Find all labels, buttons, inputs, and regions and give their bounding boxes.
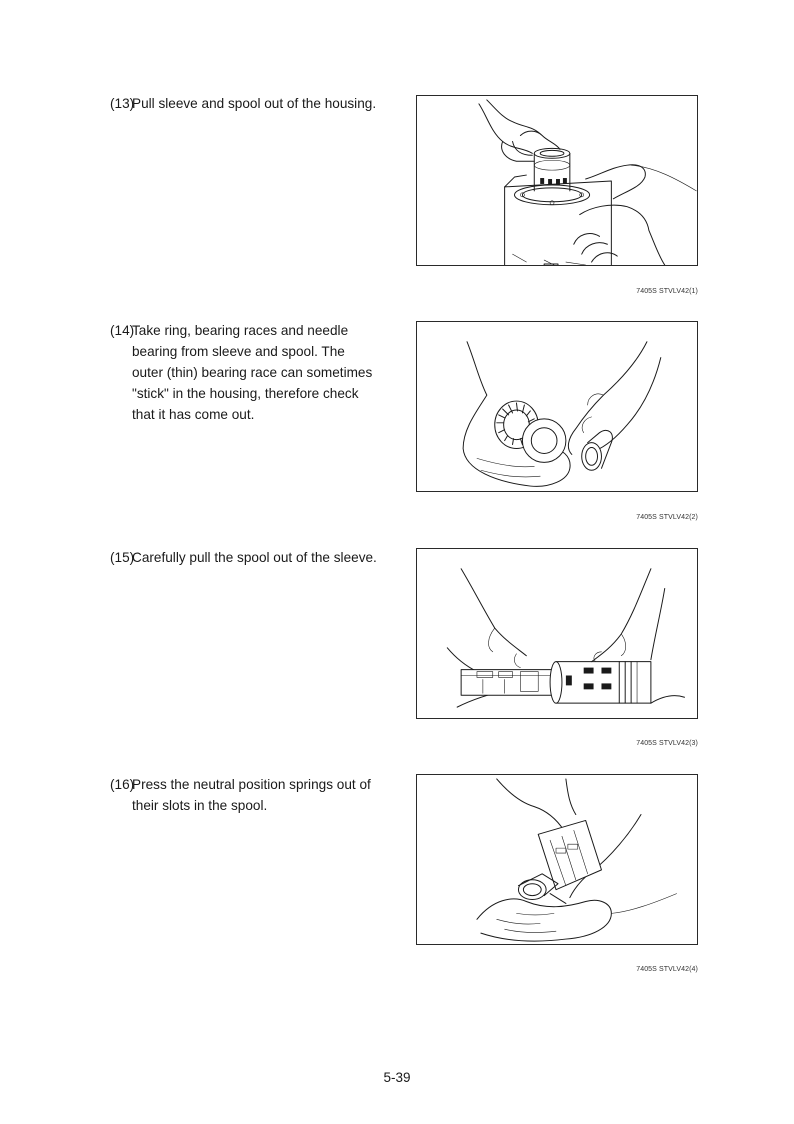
figure-pull-spool-from-sleeve xyxy=(416,548,698,719)
figure-ring-bearing-races xyxy=(416,321,698,492)
figure-press-springs-out xyxy=(416,774,698,945)
step-number: (16) xyxy=(110,777,135,792)
step-number: (14) xyxy=(110,323,135,338)
figure-caption: 7405S STVLV42(4) xyxy=(636,966,698,973)
figure-caption: 7405S STVLV42(3) xyxy=(636,740,698,747)
step-14 xyxy=(110,320,378,425)
step-number: (15) xyxy=(110,550,135,565)
step-text: Press the neutral position springs out of their slots in the spool. xyxy=(132,777,371,813)
step-16 xyxy=(110,774,378,816)
step-number: (13) xyxy=(110,96,135,111)
figure-caption: 7405S STVLV42(2) xyxy=(636,514,698,521)
page-number: 5-39 xyxy=(383,1070,411,1085)
figure-pull-sleeve-and-spool xyxy=(416,95,698,266)
step-text: Carefully pull the spool out of the sleeve. xyxy=(132,550,377,565)
step-13 xyxy=(110,93,378,114)
step-15 xyxy=(110,547,378,568)
figure-caption: 7405S STVLV42(1) xyxy=(636,288,698,295)
step-text: Pull sleeve and spool out of the housing. xyxy=(132,96,377,111)
step-text: Take ring, bearing races and needle bearing from sleeve and spool. The outer (thin) bearing race can sometimes "stick" in the housing, therefore check that it has come out. xyxy=(132,323,373,422)
